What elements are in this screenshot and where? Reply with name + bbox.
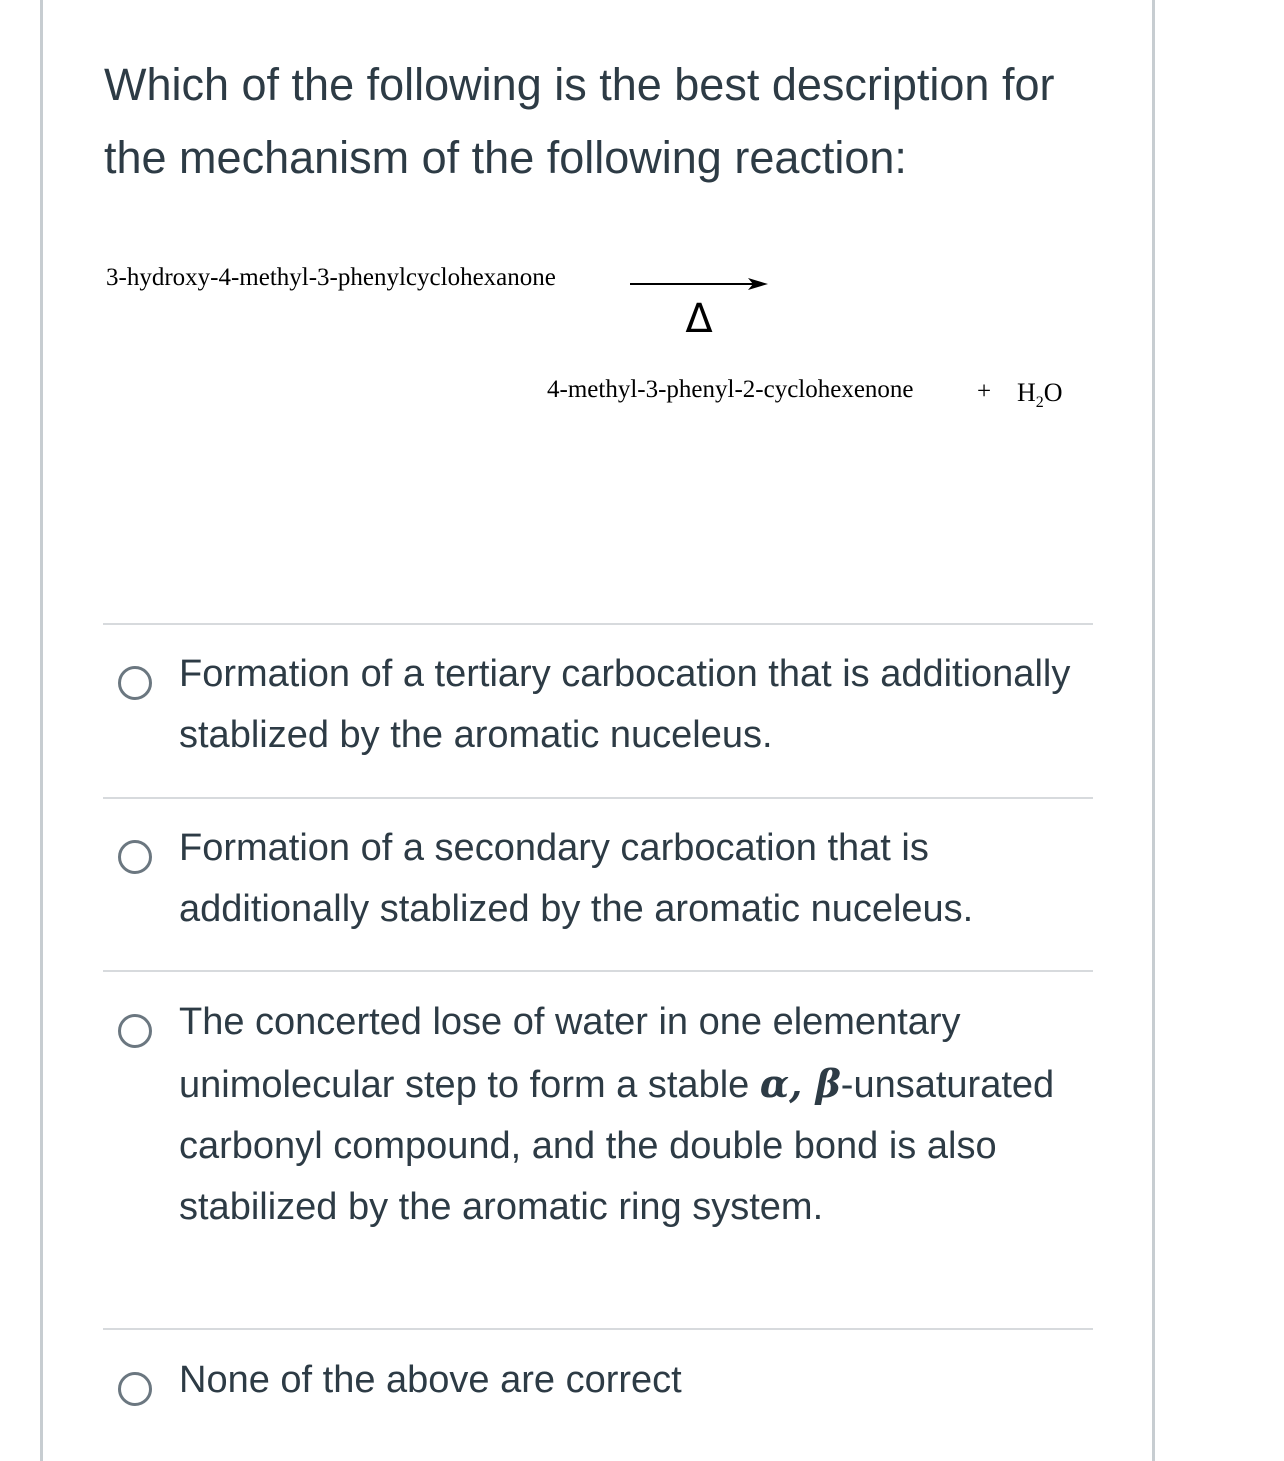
water-o: O xyxy=(1043,378,1063,407)
beta-symbol: β xyxy=(815,1061,841,1106)
radio-button[interactable] xyxy=(118,666,152,700)
divider xyxy=(103,970,1093,972)
radio-button[interactable] xyxy=(118,1014,152,1048)
answer-label xyxy=(179,992,1079,1238)
answer-label-end: -unsaturated carbonyl compound, and the double bond is also stabilized by the aromatic ring system. xyxy=(179,1064,1055,1228)
question-text: Which of the following is the best description for the mechanism of the following reaction: xyxy=(104,59,1055,183)
divider xyxy=(103,1328,1093,1330)
answer-label-start: The concerted lose of water in one elementary unimolecular step to form a stable xyxy=(179,1001,961,1106)
comma: , xyxy=(789,1061,816,1106)
radio-button[interactable] xyxy=(118,840,152,874)
divider xyxy=(103,797,1093,799)
reactant-name: 3-hydroxy-4-methyl-3-phenylcyclohexanone xyxy=(106,264,556,291)
water-subscript: 2 xyxy=(1035,394,1044,412)
alpha-symbol: α xyxy=(759,1061,790,1106)
answer-label: None of the above are correct xyxy=(179,1359,682,1401)
product-name: 4-methyl-3-phenyl-2-cyclohexenone xyxy=(547,376,914,403)
frame-right-border xyxy=(1152,0,1155,1461)
plus-sign: + xyxy=(977,378,992,405)
radio-button[interactable] xyxy=(118,1372,152,1406)
frame-left-border xyxy=(40,0,43,1461)
reaction-arrow xyxy=(626,270,776,340)
answer-label: Formation of a tertiary carbocation that is additionally stablized by the aromatic nuceleus. xyxy=(179,653,1071,756)
heat-delta-symbol: Δ xyxy=(685,296,713,340)
answer-label: Formation of a secondary carbocation that is additionally stablized by the aromatic nuceleus. xyxy=(179,827,974,930)
water-formula xyxy=(1017,378,1063,412)
water-h: H xyxy=(1017,378,1036,407)
divider xyxy=(103,623,1093,625)
